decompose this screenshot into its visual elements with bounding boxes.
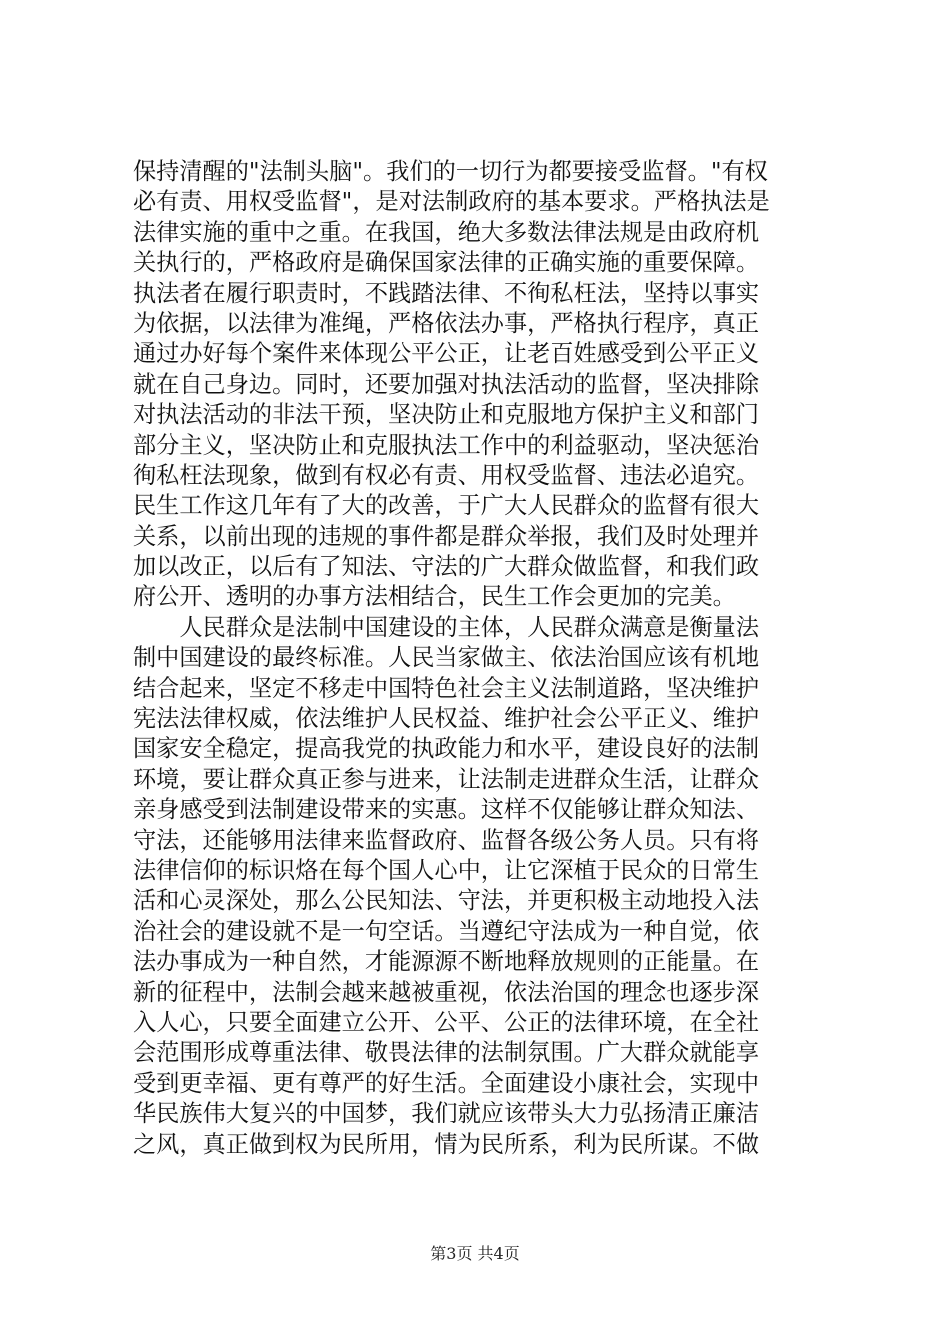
text-line: 关执行的，严格政府是确保国家法律的正确实施的重要保障。 [133,249,760,277]
text-line: 法律实施的重中之重。在我国，绝大多数法律法规是由政府机 [133,218,760,246]
text-line: 环境，要让群众真正参与进来，让法制走进群众生活，让群众 [133,765,760,793]
text-line: 执法者在履行职责时，不践踏法律、不徇私枉法，坚持以事实 [133,279,760,307]
text-line: 法办事成为一种自然，才能源源不断地释放规则的正能量。在 [133,948,760,976]
page-number-footer: 第3页 共4页 [430,1244,520,1263]
text-line: 华民族伟大复兴的中国梦，我们就应该带头大力弘扬清正廉洁 [133,1100,760,1128]
text-line: 府公开、透明的办事方法相结合，民生工作会更加的完美。 [133,583,736,611]
body-text [133,157,833,1160]
text-line: 治社会的建设就不是一句空话。当遵纪守法成为一种自觉，依 [133,917,760,945]
text-line: 法律信仰的标识烙在每个国人心中，让它深植于民众的日常生 [133,856,760,884]
text-line: 保持清醒的"法制头脑"。我们的一切行为都要接受监督。"有权 [133,158,768,185]
text-line: 人民群众是法制中国建设的主体，人民群众满意是衡量法 [133,613,760,641]
text-line: 对执法活动的非法干预，坚决防止和克服地方保护主义和部门 [133,401,760,429]
text-line: 关系，以前出现的违规的事件都是群众举报，我们及时处理并 [133,522,760,550]
text-line: 亲身感受到法制建设带来的实惠。这样不仅能够让群众知法、 [133,796,760,824]
text-line: 就在自己身边。同时，还要加强对执法活动的监督，坚决排除 [133,370,760,398]
text-line: 宪法法律权威，依法维护人民权益、维护社会公平正义、维护 [133,705,760,733]
text-line: 之风，真正做到权为民所用，情为民所系，利为民所谋。不做 [133,1130,760,1158]
text-line: 结合起来，坚定不移走中国特色社会主义法制道路，坚决维护 [133,674,760,702]
text-line: 民生工作这几年有了大的改善，于广大人民群众的监督有很大 [133,492,760,520]
text-line: 必有责、用权受监督"，是对法制政府的基本要求。严格执法是 [133,188,770,216]
text-line: 活和心灵深处，那么公民知法、守法，并更积极主动地投入法 [133,887,760,915]
text-line: 会范围形成尊重法律、敬畏法律的法制氛围。广大群众就能享 [133,1039,760,1067]
text-line: 徇私枉法现象，做到有权必有责、用权受监督、违法必追究。 [133,461,760,489]
text-line: 制中国建设的最终标准。人民当家做主、依法治国应该有机地 [133,644,760,672]
text-line: 入人心，只要全面建立公开、公平、公正的法律环境，在全社 [133,1008,760,1036]
text-line: 新的征程中，法制会越来越被重视，依法治国的理念也逐步深 [133,978,760,1006]
text-line: 加以改正，以后有了知法、守法的广大群众做监督，和我们政 [133,553,760,581]
text-line: 为依据，以法律为准绳，严格依法办事，严格执行程序，真正 [133,309,760,337]
text-line: 通过办好每个案件来体现公平公正，让老百姓感受到公平正义 [133,340,760,368]
text-line: 部分主义，坚决防止和克服执法工作中的利益驱动，坚决惩治 [133,431,760,459]
text-line: 受到更幸福、更有尊严的好生活。全面建设小康社会，实现中 [133,1069,760,1097]
text-line: 国家安全稳定，提高我党的执政能力和水平，建设良好的法制 [133,735,760,763]
text-line: 守法，还能够用法律来监督政府、监督各级公务人员。只有将 [133,826,760,854]
